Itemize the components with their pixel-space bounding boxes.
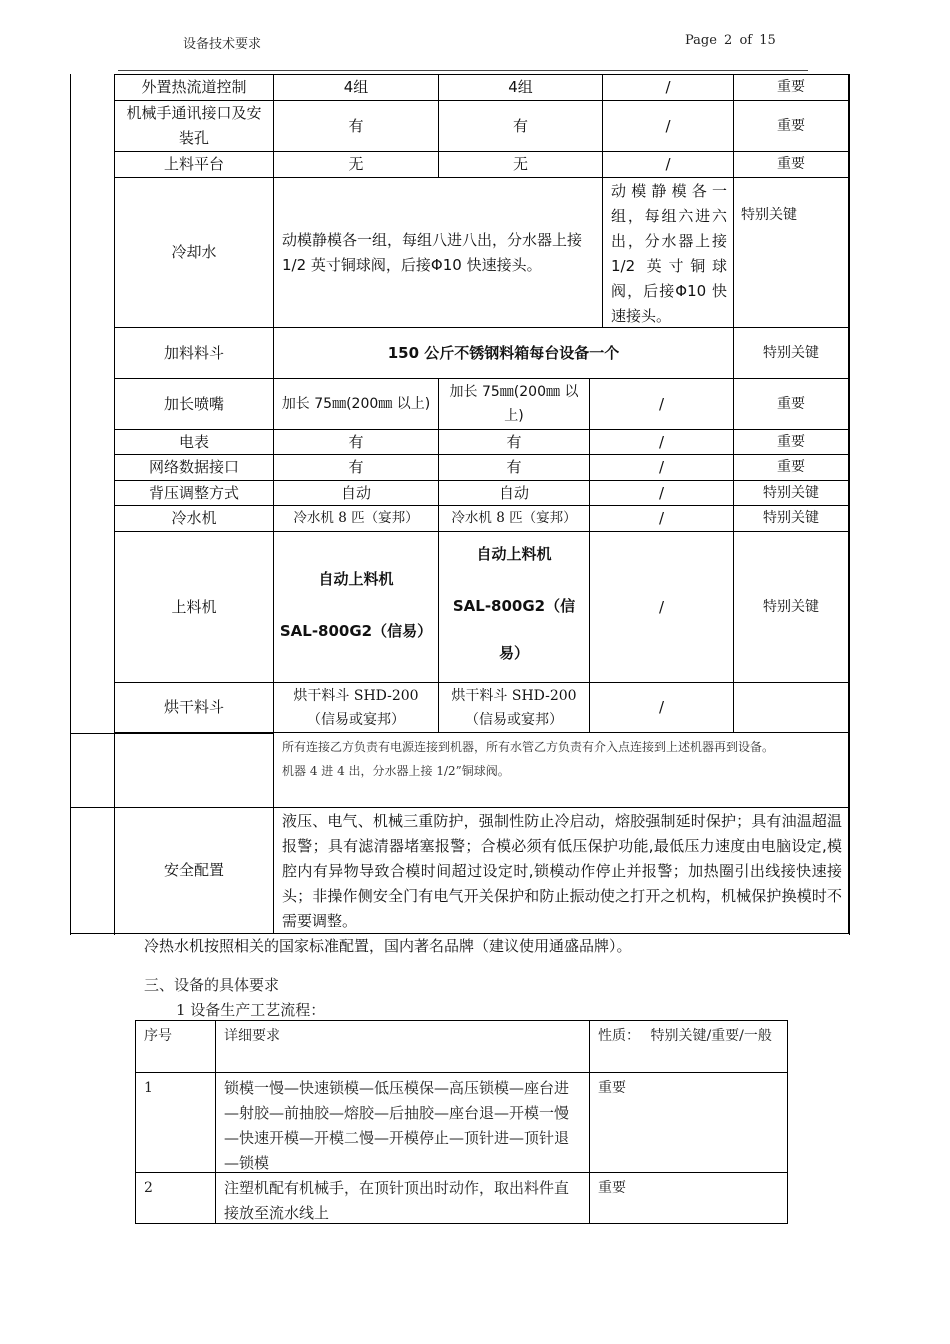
row-cooling-c [603, 178, 734, 328]
header-page-number: Page 2 of 15 [685, 33, 776, 48]
row-robot-b: 有 [439, 101, 603, 152]
row-chiller-a: 冷水机 8 匹（宴邦） [274, 506, 439, 532]
row-meter-c: / [590, 430, 734, 455]
row-dryer-a [274, 683, 439, 733]
process-row-1-req: 锁模一慢—快速锁模—低压模保—高压锁模—座台进—射胶—前抽胶—熔胶—后抽胶—座台退—开模一慢—快速开模—开模二慢—开模停止—顶针进—顶针退—锁模 [215, 1072, 590, 1173]
row-loader-c: / [590, 532, 734, 683]
row-hotrunner-c: / [603, 75, 734, 101]
process-table-header-no: 序号 [135, 1020, 216, 1073]
note-power-water: 所有连接乙方负责有电源连接到机器，所有水管乙方负责有介入点连接到上述机器再到设备。 [282, 740, 775, 754]
row-loader-d: 特别关键 [734, 532, 849, 683]
row-robot-label [115, 101, 274, 152]
row-notes-left [70, 733, 115, 808]
row-cooling-ab [274, 178, 603, 328]
row-cooling-d-text: 特别关键 [741, 207, 797, 223]
row-notes-label [115, 733, 274, 808]
header-divider [118, 70, 808, 71]
row-nozzle-b-text: 加长 75㎜(200㎜ 以上) [449, 384, 579, 424]
row-chiller-label: 冷水机 [115, 506, 274, 532]
header-title: 设备技术要求 [183, 37, 262, 52]
row-network-c: / [590, 455, 734, 481]
row-platform-label: 上料平台 [115, 152, 274, 178]
row-cooling-c-text: 动模静模各一组，每组六进六出，分水器上接 1/2 英寸铜球阀，后接Φ10 快速接头。 [611, 182, 727, 325]
row-network-b: 有 [439, 455, 590, 481]
table-border-right [849, 74, 850, 935]
row-platform-b: 无 [439, 152, 603, 178]
row-meter-d: 重要 [734, 430, 849, 455]
section-subheading: 1 设备生产工艺流程： [176, 1001, 326, 1019]
row-safety-label: 安全配置 [115, 808, 274, 934]
row-network-a: 有 [274, 455, 439, 481]
row-robot-label-text: 机械手通讯接口及安装孔 [126, 104, 262, 147]
row-backpressure-c: / [590, 481, 734, 506]
row-loader-b-line1: 自动上料机 [476, 545, 552, 563]
chiller-brand-note: 冷热水机按照相关的国家标准配置，国内著名品牌（建议使用通盛品牌）。 [144, 937, 632, 955]
row-robot-c: / [603, 101, 734, 152]
row-cooling-label: 冷却水 [115, 178, 274, 328]
row-loader-b [439, 532, 590, 683]
process-table-header-req: 详细要求 [215, 1020, 590, 1073]
row-chiller-d: 特别关键 [734, 506, 849, 532]
row-platform-a: 无 [274, 152, 439, 178]
row-hotrunner-label: 外置热流道控制 [115, 75, 274, 101]
process-row-1-no: 1 [135, 1072, 216, 1173]
process-row-2-no: 2 [135, 1172, 216, 1224]
row-loader-a-line2: SAL-800G2（信易） [279, 622, 433, 640]
row-platform-d: 重要 [734, 152, 849, 178]
row-hotrunner-d: 重要 [734, 75, 849, 101]
row-nozzle-label: 加长喷嘴 [115, 379, 274, 430]
row-chiller-c: / [590, 506, 734, 532]
row-safety-left [70, 808, 115, 934]
row-loader-label: 上料机 [115, 532, 274, 683]
row-meter-a: 有 [274, 430, 439, 455]
row-meter-label: 电表 [115, 430, 274, 455]
process-row-2-req: 注塑机配有机械手，在顶针顶出时动作，取出料件直接放至流水线上 [215, 1172, 590, 1224]
row-backpressure-d: 特别关键 [734, 481, 849, 506]
row-nozzle-c: / [590, 379, 734, 430]
row-hopper-abc: 150 公斤不锈钢料箱每台设备一个 [274, 328, 734, 379]
row-backpressure-b: 自动 [439, 481, 590, 506]
process-row-1-nature: 重要 [589, 1072, 788, 1173]
row-backpressure-a: 自动 [274, 481, 439, 506]
row-nozzle-d: 重要 [734, 379, 849, 430]
row-cooling-d [734, 178, 849, 328]
row-loader-a-line1: 自动上料机 [318, 570, 394, 588]
row-backpressure-label: 背压调整方式 [115, 481, 274, 506]
process-table-header-nature: 性质： 特别关键/重要/一般 [589, 1020, 788, 1073]
row-dryer-a-text: 烘干料斗 SHD-200（信易或宴邦） [293, 687, 419, 728]
row-loader-a [274, 532, 439, 683]
row-network-d: 重要 [734, 455, 849, 481]
row-dryer-b [439, 683, 590, 733]
row-dryer-b-text: 烘干料斗 SHD-200（信易或宴邦） [451, 687, 577, 728]
row-dryer-c: / [590, 683, 734, 733]
row-cooling-ab-text: 动模静模各一组，每组八进八出，分水器上接 1/2 英寸铜球阀，后接Φ10 快速接头。 [282, 230, 583, 274]
row-robot-d: 重要 [734, 101, 849, 152]
row-network-label: 网络数据接口 [115, 455, 274, 481]
row-loader-b-line3: 易） [498, 644, 529, 662]
row-hopper-label: 加料料斗 [115, 328, 274, 379]
row-safety-text: 液压、电气、机械三重防护，强制性防止冷启动，熔胶强制延时保护；具有油温超温报警；具有滤清器堵塞报警；合模必须有低压保护功能,最低压力速度由电脑设定,模腔内有异物导致合模时间超过设定时,锁模动作停止并报警；加热圈引出线接快速接头；非操作侧安全门有电气开关保护和防止振动使之打开之机构，机械保护换模时不需要调整。 [274, 808, 849, 934]
row-nozzle-a [274, 379, 439, 430]
row-notes-text [274, 733, 849, 808]
row-robot-a: 有 [274, 101, 439, 152]
row-hopper-d: 特别关键 [734, 328, 849, 379]
process-row-2-nature: 重要 [589, 1172, 788, 1224]
row-hotrunner-a: 4组 [274, 75, 439, 101]
section-heading: 三、设备的具体要求 [144, 976, 280, 994]
row-nozzle-b [439, 379, 590, 430]
row-hotrunner-b: 4组 [439, 75, 603, 101]
row-nozzle-a-text: 加长 75㎜(200㎜ 以上) [281, 396, 431, 412]
row-loader-b-line2: SAL-800G2（信 [452, 597, 576, 615]
note-manifold: 机器 4 进 4 出，分水器上接 1/2”铜球阀。 [282, 764, 510, 778]
row-dryer-label: 烘干料斗 [115, 683, 274, 733]
row-chiller-b: 冷水机 8 匹（宴邦） [439, 506, 590, 532]
row-dryer-d [734, 683, 849, 733]
row-platform-c: / [603, 152, 734, 178]
row-meter-b: 有 [439, 430, 590, 455]
